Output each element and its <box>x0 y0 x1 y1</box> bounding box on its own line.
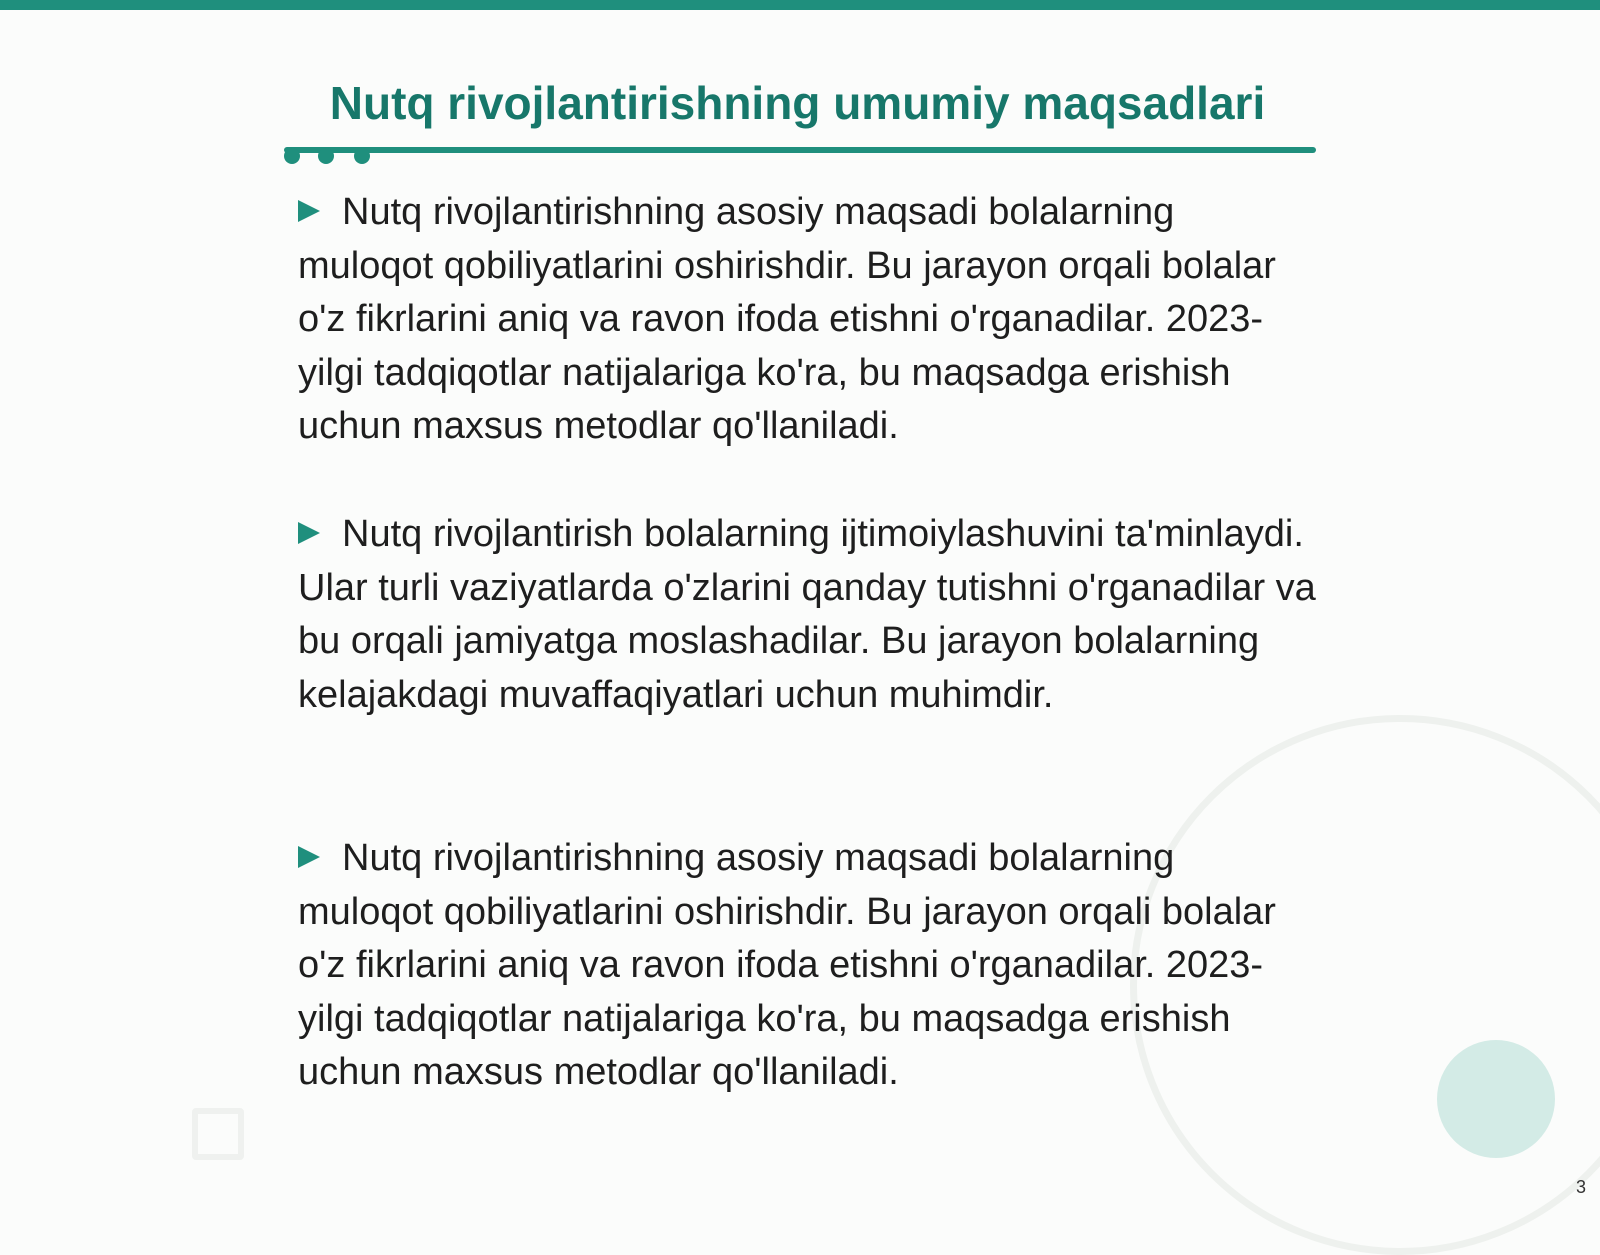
bullet-item <box>298 186 1318 454</box>
bullet-item <box>298 508 1318 722</box>
bullet-text: Nutq rivojlantirishning asosiy maqsadi bolalarning muloqot qobiliyatlarini oshirishdir. Bu jarayon orqali bolalar o'z fikrlarini aniq va ravon ifoda etishni o'rganadilar. 2023-yilgi tadqiqotlar natijalariga ko'ra, bu maqsadga erishish uchun maxsus metodlar qo'llaniladi. <box>298 837 1276 1093</box>
bullet-text: Nutq rivojlantirishning asosiy maqsadi bolalarning muloqot qobiliyatlarini oshirishdir. Bu jarayon orqali bolalar o'z fikrlarini aniq va ravon ifoda etishni o'rganadilar. 2023-yilgi tadqiqotlar natijalariga ko'ra, bu maqsadga erishish uchun maxsus metodlar qo'llaniladi. <box>298 191 1276 447</box>
slide-title: Nutq rivojlantirishning umumiy maqsadlari <box>329 77 1266 129</box>
play-triangle-icon <box>298 200 320 222</box>
play-triangle-icon <box>298 846 320 868</box>
underline-dot <box>284 148 300 164</box>
top-accent-bar <box>0 0 1600 10</box>
bullet-item <box>298 832 1318 1100</box>
decorative-square <box>192 1108 244 1160</box>
underline-dot <box>354 148 370 164</box>
bullet-text: Nutq rivojlantirish bolalarning ijtimoiylashuvini ta'minlaydi. Ular turli vaziyatlarda o'zlarini qanday tutishni o'rganadilar va bu orqali jamiyatga moslashadilar. Bu jarayon bolalarning kelajakdagi muvaffaqiyatlari uchun muhimdir. <box>298 513 1316 716</box>
page-number: 3 <box>1575 1177 1586 1197</box>
underline-dot <box>318 148 334 164</box>
play-triangle-icon <box>298 522 320 544</box>
title-underline <box>284 147 1316 153</box>
decorative-circle <box>1437 1040 1555 1158</box>
